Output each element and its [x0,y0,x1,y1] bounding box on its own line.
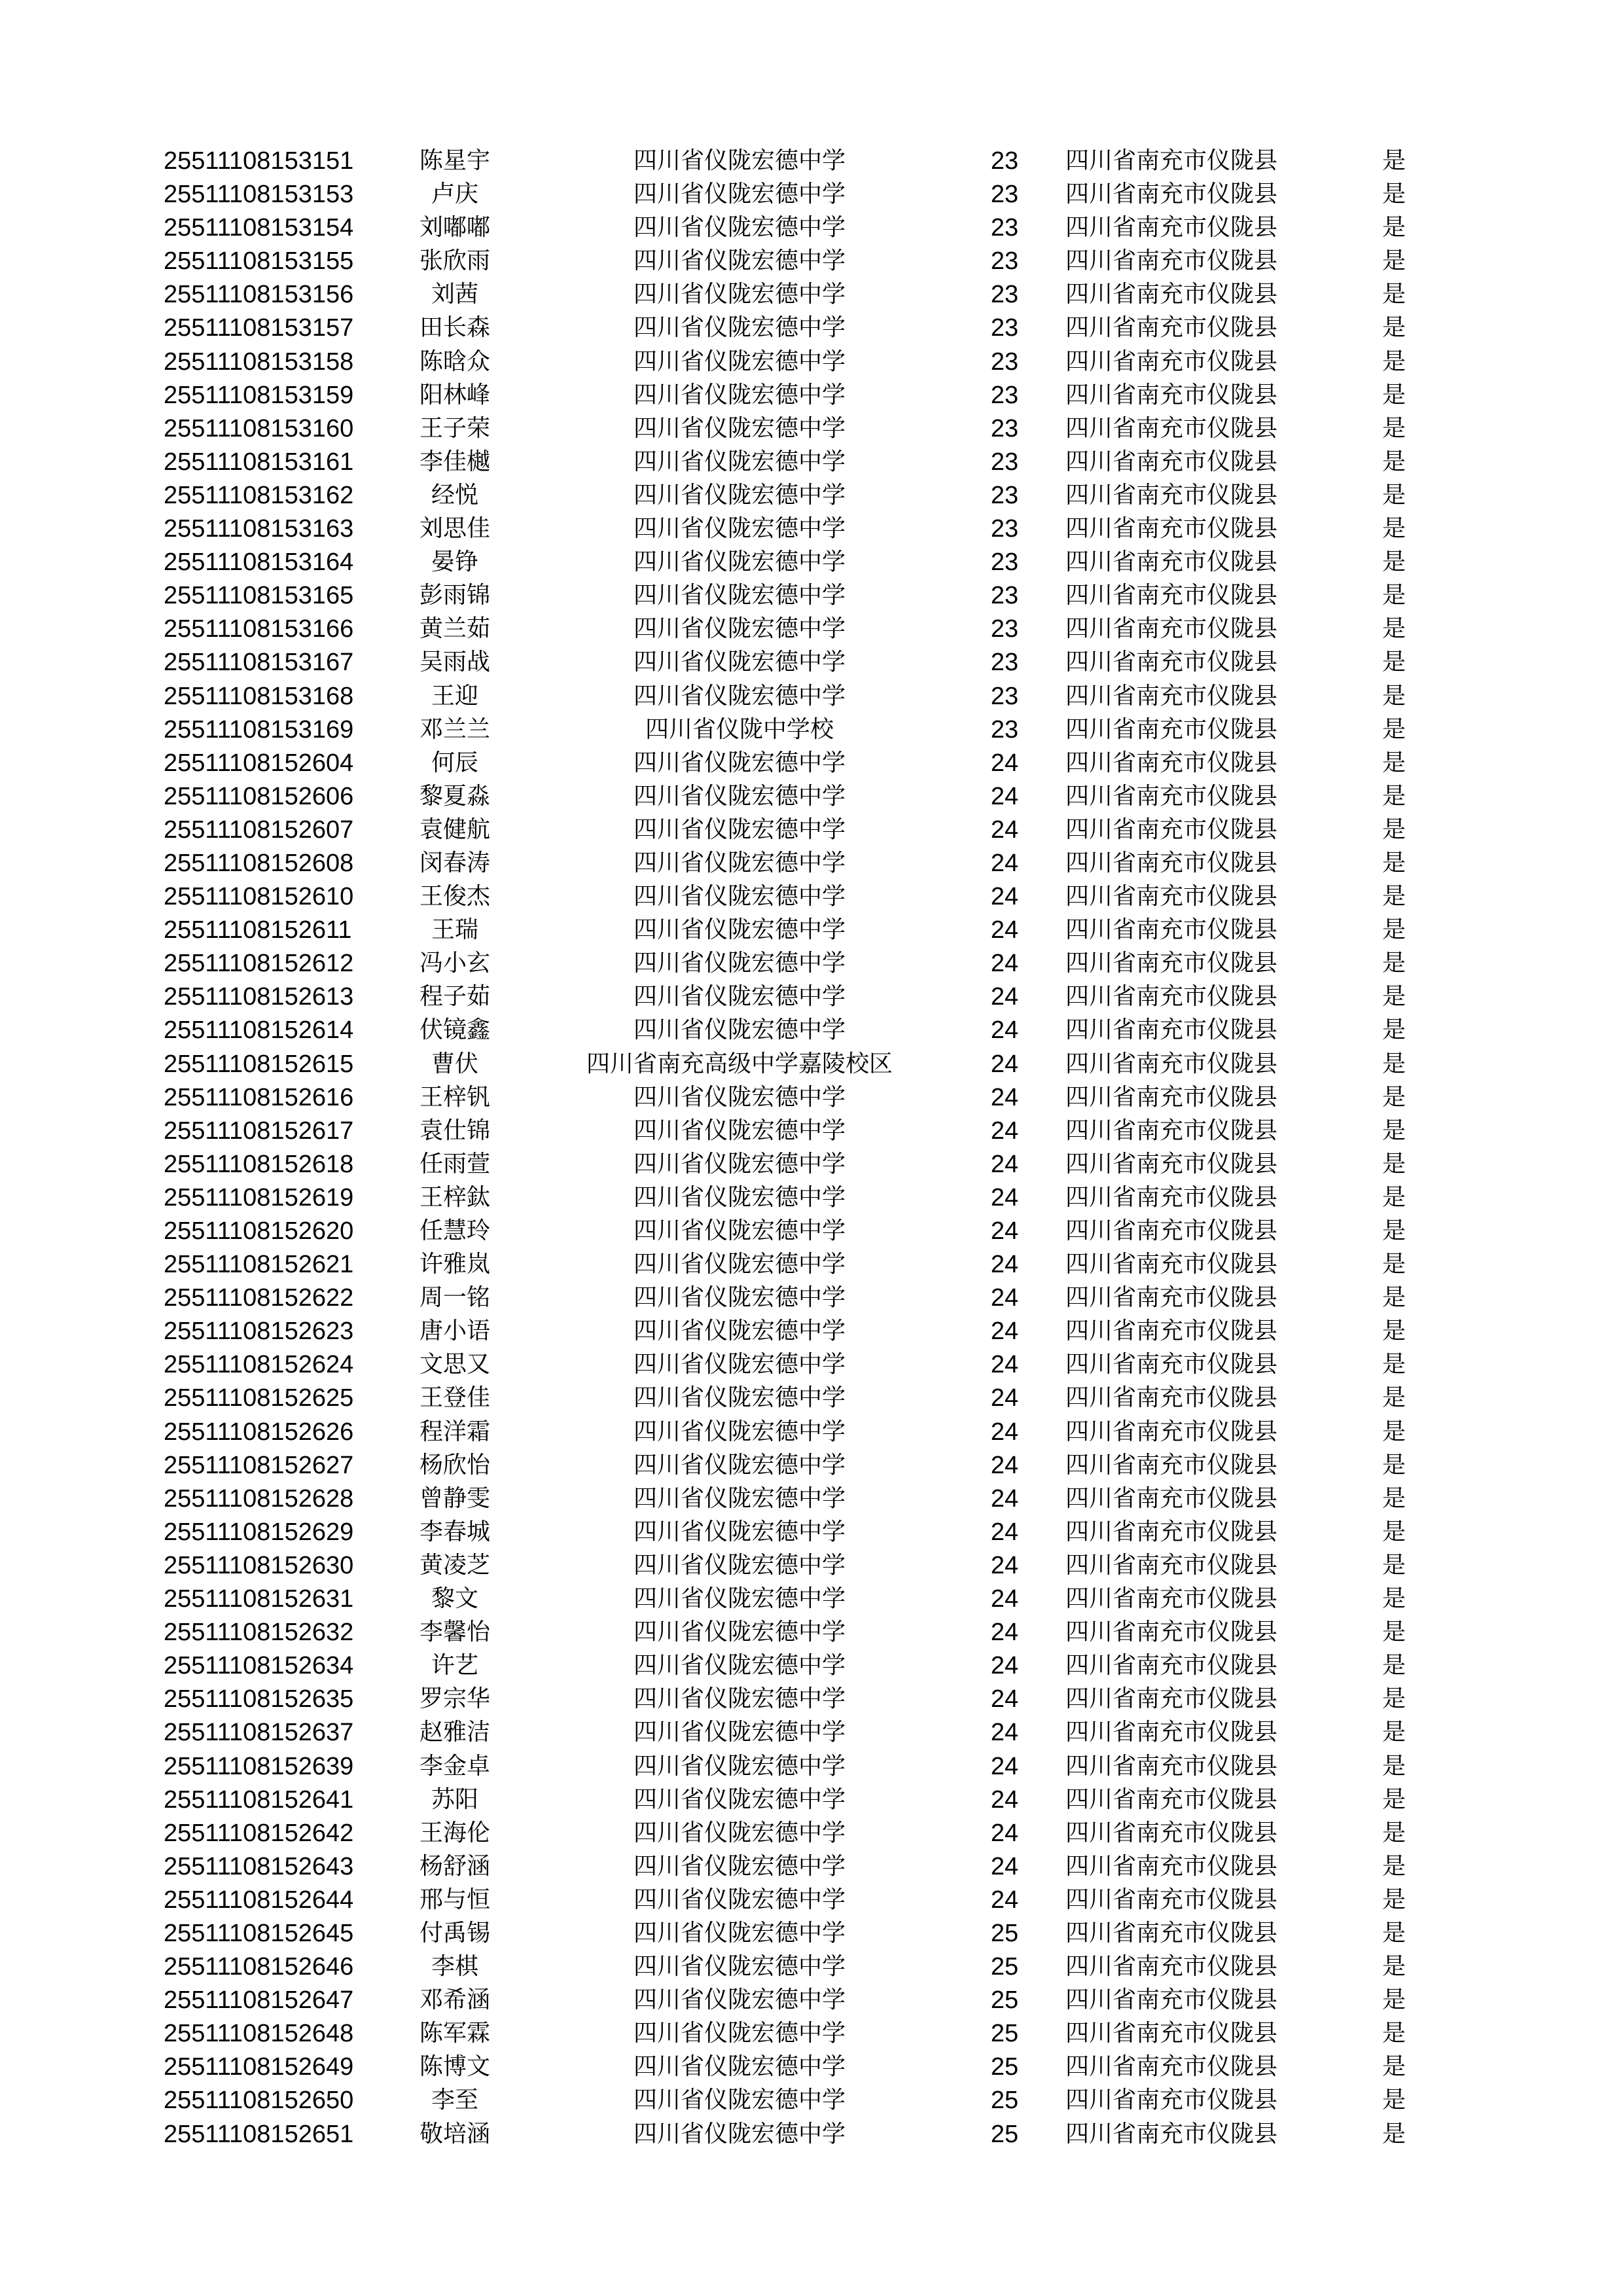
region: 四川省南充市仪陇县 [1065,2020,1278,2047]
eligibility-flag: 是 [1382,1953,1406,1981]
table-row: 25511108152615 曹伏 四川省南充高级中学嘉陵校区 24 四川省南充市仪陇县 是 [164,1050,1406,1078]
table-row: 25511108153168 王迎 四川省仪陇宏德中学 23 四川省南充市仪陇县 是 [164,682,1406,710]
candidate-id: 25511108153153 [164,181,354,209]
table-row: 25511108152641 苏阳 四川省仪陇宏德中学 24 四川省南充市仪陇县 是 [164,1785,1406,1814]
region: 四川省南充市仪陇县 [1065,1785,1278,1813]
table-row: 25511108152635 罗宗华 四川省仪陇宏德中学 24 四川省南充市仪陇县 是 [164,1685,1406,1713]
candidate-id: 25511108152625 [164,1384,354,1412]
eligibility-flag: 是 [1382,1050,1406,1077]
region: 四川省南充市仪陇县 [1065,682,1278,709]
region: 四川省南充市仪陇县 [1065,515,1278,543]
candidate-id: 25511108152642 [164,1819,354,1847]
region: 四川省南充市仪陇县 [1065,1251,1278,1278]
candidate-id: 25511108152619 [164,1183,354,1211]
eligibility-flag: 是 [1382,2087,1406,2114]
candidate-id: 25511108153168 [164,682,354,710]
table-row: 25511108153162 经悦 四川省仪陇宏德中学 23 四川省南充市仪陇县 是 [164,481,1406,509]
region: 四川省南充市仪陇县 [1065,1953,1278,1981]
region: 四川省南充市仪陇县 [1065,247,1278,275]
table-row: 25511108153153 卢庆 四川省仪陇宏德中学 23 四川省南充市仪陇县 是 [164,181,1406,209]
table-row: 25511108152651 敬培涵 四川省仪陇宏德中学 25 四川省南充市仪陇县 是 [164,2120,1406,2148]
table-row: 25511108152634 许艺 四川省仪陇宏德中学 24 四川省南充市仪陇县 是 [164,1652,1406,1680]
eligibility-flag: 是 [1382,1986,1406,2014]
table-row: 25511108152628 曾静雯 四川省仪陇宏德中学 24 四川省南充市仪陇县 是 [164,1484,1406,1513]
candidate-id: 25511108152635 [164,1685,354,1713]
region: 四川省南充市仪陇县 [1065,181,1278,208]
table-row: 25511108152619 王梓鈦 四川省仪陇宏德中学 24 四川省南充市仪陇县 是 [164,1183,1406,1211]
table-row: 25511108152620 任慧玲 四川省仪陇宏德中学 24 四川省南充市仪陇县 是 [164,1217,1406,1245]
region: 四川省南充市仪陇县 [1065,414,1278,442]
candidate-id: 25511108152629 [164,1518,354,1546]
region: 四川省南充市仪陇县 [1065,147,1278,174]
region: 四川省南充市仪陇县 [1065,1284,1278,1312]
eligibility-flag: 是 [1382,1785,1406,1813]
region: 四川省南充市仪陇县 [1065,1451,1278,1479]
roster-table [0,148,1623,2155]
table-row: 25511108152645 付禹锡 四川省仪陇宏德中学 25 四川省南充市仪陇县 是 [164,1919,1406,1947]
table-row: 25511108152626 程洋霜 四川省仪陇宏德中学 24 四川省南充市仪陇县 是 [164,1418,1406,1446]
candidate-id: 25511108153158 [164,348,354,376]
region: 四川省南充市仪陇县 [1065,2087,1278,2114]
region: 四川省南充市仪陇县 [1065,481,1278,509]
candidate-id: 25511108152622 [164,1284,354,1312]
eligibility-flag: 是 [1382,883,1406,910]
table-row: 25511108153156 刘茜 四川省仪陇宏德中学 23 四川省南充市仪陇县 是 [164,281,1406,309]
table-row: 25511108152613 程子茹 四川省仪陇宏德中学 24 四川省南充市仪陇县 是 [164,983,1406,1011]
eligibility-flag: 是 [1382,2053,1406,2081]
region: 四川省南充市仪陇县 [1065,1351,1278,1378]
eligibility-flag: 是 [1382,214,1406,242]
candidate-id: 25511108152627 [164,1451,354,1479]
candidate-id: 25511108152606 [164,782,354,810]
table-row: 25511108152616 王梓钒 四川省仪陇宏德中学 24 四川省南充市仪陇县 是 [164,1083,1406,1111]
candidate-id: 25511108153151 [164,147,354,175]
candidate-id: 25511108152646 [164,1953,354,1981]
table-row: 25511108153157 田长森 四川省仪陇宏德中学 23 四川省南充市仪陇县 是 [164,314,1406,342]
eligibility-flag: 是 [1382,247,1406,275]
eligibility-flag: 是 [1382,1150,1406,1177]
eligibility-flag: 是 [1382,715,1406,743]
candidate-id: 25511108153159 [164,381,354,409]
eligibility-flag: 是 [1382,2020,1406,2047]
candidate-id: 25511108152616 [164,1083,354,1111]
eligibility-flag: 是 [1382,749,1406,776]
candidate-id: 25511108152639 [164,1752,354,1780]
eligibility-flag: 是 [1382,1183,1406,1211]
eligibility-flag: 是 [1382,983,1406,1011]
region: 四川省南充市仪陇县 [1065,1384,1278,1412]
candidate-id: 25511108153160 [164,414,354,442]
eligibility-flag: 是 [1382,481,1406,509]
eligibility-flag: 是 [1382,1585,1406,1613]
table-row: 25511108153160 王子荣 四川省仪陇宏德中学 23 四川省南充市仪陇县 是 [164,414,1406,442]
table-row: 25511108152604 何辰 四川省仪陇宏德中学 24 四川省南充市仪陇县 是 [164,749,1406,777]
eligibility-flag: 是 [1382,2120,1406,2147]
candidate-id: 25511108152617 [164,1117,354,1145]
eligibility-flag: 是 [1382,582,1406,609]
table-row: 25511108153169 邓兰兰 四川省仪陇中学校 23 四川省南充市仪陇县 是 [164,715,1406,744]
eligibility-flag: 是 [1382,649,1406,676]
region: 四川省南充市仪陇县 [1065,1418,1278,1445]
candidate-id: 25511108152623 [164,1318,354,1346]
region: 四川省南充市仪陇县 [1065,782,1278,810]
region: 四川省南充市仪陇县 [1065,314,1278,342]
candidate-id: 25511108152628 [164,1484,354,1513]
eligibility-flag: 是 [1382,548,1406,576]
region: 四川省南充市仪陇县 [1065,1685,1278,1713]
eligibility-flag: 是 [1382,1117,1406,1144]
eligibility-flag: 是 [1382,1852,1406,1880]
candidate-id: 25511108152637 [164,1719,354,1747]
eligibility-flag: 是 [1382,615,1406,643]
candidate-id: 25511108152650 [164,2087,354,2115]
region: 四川省南充市仪陇县 [1065,1719,1278,1746]
table-row: 25511108153154 刘嘟嘟 四川省仪陇宏德中学 23 四川省南充市仪陇县 是 [164,214,1406,242]
eligibility-flag: 是 [1382,381,1406,408]
region: 四川省南充市仪陇县 [1065,749,1278,776]
eligibility-flag: 是 [1382,281,1406,308]
candidate-id: 25511108152604 [164,749,354,777]
region: 四川省南充市仪陇县 [1065,849,1278,876]
table-row: 25511108152643 杨舒涵 四川省仪陇宏德中学 24 四川省南充市仪陇县 是 [164,1852,1406,1880]
region: 四川省南充市仪陇县 [1065,615,1278,643]
region: 四川省南充市仪陇县 [1065,1585,1278,1613]
region: 四川省南充市仪陇县 [1065,1886,1278,1913]
table-row: 25511108153167 吴雨战 四川省仪陇宏德中学 23 四川省南充市仪陇县 是 [164,649,1406,677]
table-row: 25511108152649 陈博文 四川省仪陇宏德中学 25 四川省南充市仪陇县 是 [164,2053,1406,2081]
eligibility-flag: 是 [1382,348,1406,375]
region: 四川省南充市仪陇县 [1065,1919,1278,1946]
table-row: 25511108152642 王海伦 四川省仪陇宏德中学 24 四川省南充市仪陇县 是 [164,1819,1406,1847]
region: 四川省南充市仪陇县 [1065,1986,1278,2014]
table-row: 25511108152629 李春城 四川省仪陇宏德中学 24 四川省南充市仪陇县 是 [164,1518,1406,1546]
table-row: 25511108153155 张欣雨 四川省仪陇宏德中学 23 四川省南充市仪陇县 是 [164,247,1406,276]
region: 四川省南充市仪陇县 [1065,582,1278,609]
eligibility-flag: 是 [1382,414,1406,442]
table-row: 25511108152614 伏镜鑫 四川省仪陇宏德中学 24 四川省南充市仪陇县 是 [164,1016,1406,1045]
candidate-id: 25511108152643 [164,1852,354,1880]
region: 四川省南充市仪陇县 [1065,1016,1278,1044]
region: 四川省南充市仪陇县 [1065,983,1278,1011]
eligibility-flag: 是 [1382,1518,1406,1545]
candidate-id: 25511108152631 [164,1585,354,1613]
region: 四川省南充市仪陇县 [1065,1551,1278,1579]
candidate-id: 25511108153165 [164,582,354,610]
eligibility-flag: 是 [1382,1886,1406,1913]
table-row: 25511108152621 许雅岚 四川省仪陇宏德中学 24 四川省南充市仪陇县 是 [164,1251,1406,1279]
eligibility-flag: 是 [1382,1819,1406,1846]
eligibility-flag: 是 [1382,1351,1406,1378]
eligibility-flag: 是 [1382,782,1406,810]
table-row: 25511108152646 李棋 四川省仪陇宏德中学 25 四川省南充市仪陇县 是 [164,1953,1406,1981]
eligibility-flag: 是 [1382,1484,1406,1512]
candidate-id: 25511108153164 [164,548,354,577]
region: 四川省南充市仪陇县 [1065,214,1278,242]
eligibility-flag: 是 [1382,1719,1406,1746]
region: 四川省南充市仪陇县 [1065,348,1278,375]
candidate-id: 25511108152644 [164,1886,354,1914]
table-row: 25511108152624 文思又 四川省仪陇宏德中学 24 四川省南充市仪陇县 是 [164,1351,1406,1379]
candidate-id: 25511108152651 [164,2120,354,2148]
candidate-id: 25511108152611 [164,916,352,944]
candidate-id: 25511108153161 [164,448,354,476]
table-row: 25511108152618 任雨萱 四川省仪陇宏德中学 24 四川省南充市仪陇县 是 [164,1150,1406,1178]
eligibility-flag: 是 [1382,1284,1406,1312]
table-row: 25511108152632 李馨怡 四川省仪陇宏德中学 24 四川省南充市仪陇县 是 [164,1619,1406,1647]
region: 四川省南充市仪陇县 [1065,715,1278,743]
table-row: 25511108152650 李至 四川省仪陇宏德中学 25 四川省南充市仪陇县 是 [164,2087,1406,2115]
table-row: 25511108152625 王登佳 四川省仪陇宏德中学 24 四川省南充市仪陇县 是 [164,1384,1406,1412]
region: 四川省南充市仪陇县 [1065,1484,1278,1512]
table-row: 25511108152627 杨欣怡 四川省仪陇宏德中学 24 四川省南充市仪陇县 是 [164,1451,1406,1479]
region: 四川省南充市仪陇县 [1065,916,1278,944]
candidate-id: 25511108152624 [164,1351,354,1379]
eligibility-flag: 是 [1382,1217,1406,1244]
eligibility-flag: 是 [1382,816,1406,843]
table-row: 25511108153163 刘思佳 四川省仪陇宏德中学 23 四川省南充市仪陇县 是 [164,515,1406,543]
table-row: 25511108152647 邓希涵 四川省仪陇宏德中学 25 四川省南充市仪陇县 是 [164,1986,1406,2015]
table-row: 25511108152648 陈军霖 四川省仪陇宏德中学 25 四川省南充市仪陇县 是 [164,2020,1406,2048]
candidate-id: 25511108152613 [164,983,354,1011]
eligibility-flag: 是 [1382,849,1406,876]
candidate-id: 25511108153169 [164,715,354,744]
region: 四川省南充市仪陇县 [1065,1050,1278,1077]
candidate-id: 25511108152641 [164,1785,354,1814]
table-row: 25511108153161 李佳樾 四川省仪陇宏德中学 23 四川省南充市仪陇县 是 [164,448,1406,476]
region: 四川省南充市仪陇县 [1065,1819,1278,1846]
table-row: 25511108152611 王瑞 四川省仪陇宏德中学 24 四川省南充市仪陇县 是 [164,916,1406,944]
eligibility-flag: 是 [1382,1016,1406,1044]
candidate-id: 25511108152648 [164,2020,354,2048]
region: 四川省南充市仪陇县 [1065,381,1278,408]
region: 四川省南充市仪陇县 [1065,1217,1278,1244]
region: 四川省南充市仪陇县 [1065,1183,1278,1211]
candidate-id: 25511108152610 [164,883,354,911]
table-row: 25511108153165 彭雨锦 四川省仪陇宏德中学 23 四川省南充市仪陇县 是 [164,582,1406,610]
table-row: 25511108152622 周一铭 四川省仪陇宏德中学 24 四川省南充市仪陇县 是 [164,1284,1406,1312]
table-row: 25511108153159 阳林峰 四川省仪陇宏德中学 23 四川省南充市仪陇县 是 [164,381,1406,409]
eligibility-flag: 是 [1382,1619,1406,1646]
candidate-id: 25511108153166 [164,615,354,643]
eligibility-flag: 是 [1382,916,1406,944]
table-row: 25511108152617 袁仕锦 四川省仪陇宏德中学 24 四川省南充市仪陇县 是 [164,1117,1406,1145]
table-row: 25511108152630 黄凌芝 四川省仪陇宏德中学 24 四川省南充市仪陇县 是 [164,1551,1406,1579]
region: 四川省南充市仪陇县 [1065,1117,1278,1144]
eligibility-flag: 是 [1382,950,1406,977]
eligibility-flag: 是 [1382,1919,1406,1946]
table-row: 25511108152606 黎夏淼 四川省仪陇宏德中学 24 四川省南充市仪陇县 是 [164,782,1406,810]
table-row: 25511108152637 赵雅洁 四川省仪陇宏德中学 24 四川省南充市仪陇县 是 [164,1719,1406,1747]
region: 四川省南充市仪陇县 [1065,448,1278,475]
region: 四川省南充市仪陇县 [1065,1752,1278,1780]
region: 四川省南充市仪陇县 [1065,1150,1278,1177]
table-row: 25511108152631 黎文 四川省仪陇宏德中学 24 四川省南充市仪陇县 是 [164,1585,1406,1613]
table-row: 25511108152644 邢与恒 四川省仪陇宏德中学 24 四川省南充市仪陇县 是 [164,1886,1406,1914]
table-row: 25511108152639 李金卓 四川省仪陇宏德中学 24 四川省南充市仪陇县 是 [164,1752,1406,1780]
eligibility-flag: 是 [1382,1251,1406,1278]
candidate-id: 25511108152614 [164,1016,354,1045]
region: 四川省南充市仪陇县 [1065,1083,1278,1111]
eligibility-flag: 是 [1382,1083,1406,1111]
eligibility-flag: 是 [1382,448,1406,475]
table-row: 25511108152612 冯小玄 四川省仪陇宏德中学 24 四川省南充市仪陇县 是 [164,950,1406,978]
region: 四川省南充市仪陇县 [1065,2120,1278,2147]
candidate-id: 25511108153156 [164,281,354,309]
candidate-id: 25511108152607 [164,816,354,844]
region: 四川省南充市仪陇县 [1065,548,1278,576]
region: 四川省南充市仪陇县 [1065,649,1278,676]
eligibility-flag: 是 [1382,314,1406,342]
candidate-id: 25511108152645 [164,1919,354,1947]
table-row: 25511108152607 袁健航 四川省仪陇宏德中学 24 四川省南充市仪陇县 是 [164,816,1406,844]
region: 四川省南充市仪陇县 [1065,1652,1278,1679]
region: 四川省南充市仪陇县 [1065,2053,1278,2081]
eligibility-flag: 是 [1382,515,1406,543]
eligibility-flag: 是 [1382,181,1406,208]
eligibility-flag: 是 [1382,1451,1406,1479]
candidate-id: 25511108152615 [164,1050,354,1078]
candidate-id: 25511108153163 [164,515,354,543]
candidate-id: 25511108152630 [164,1551,354,1579]
eligibility-flag: 是 [1382,1318,1406,1345]
candidate-id: 25511108152620 [164,1217,354,1245]
region: 四川省南充市仪陇县 [1065,281,1278,308]
candidate-id: 25511108153167 [164,649,354,677]
table-row: 25511108152610 王俊杰 四川省仪陇宏德中学 24 四川省南充市仪陇县 是 [164,883,1406,911]
region: 四川省南充市仪陇县 [1065,816,1278,843]
eligibility-flag: 是 [1382,682,1406,709]
eligibility-flag: 是 [1382,1652,1406,1679]
candidate-id: 25511108153154 [164,214,354,242]
candidate-id: 25511108152612 [164,950,354,978]
eligibility-flag: 是 [1382,1551,1406,1579]
eligibility-flag: 是 [1382,1418,1406,1445]
candidate-id: 25511108152626 [164,1418,354,1446]
region: 四川省南充市仪陇县 [1065,950,1278,977]
candidate-id: 25511108152649 [164,2053,354,2081]
table-row: 25511108153151 陈星宇 四川省仪陇宏德中学 23 四川省南充市仪陇县 是 [164,147,1406,175]
region: 四川省南充市仪陇县 [1065,1318,1278,1345]
region: 四川省南充市仪陇县 [1065,883,1278,910]
eligibility-flag: 是 [1382,1384,1406,1412]
eligibility-flag: 是 [1382,1685,1406,1713]
region: 四川省南充市仪陇县 [1065,1518,1278,1545]
candidate-id: 25511108152618 [164,1150,354,1178]
table-row: 25511108153164 晏铮 四川省仪陇宏德中学 23 四川省南充市仪陇县 是 [164,548,1406,577]
candidate-id: 25511108153157 [164,314,354,342]
candidate-id: 25511108153155 [164,247,354,276]
candidate-id: 25511108152647 [164,1986,354,2015]
candidate-id: 25511108152634 [164,1652,354,1680]
table-row: 25511108152623 唐小语 四川省仪陇宏德中学 24 四川省南充市仪陇县 是 [164,1318,1406,1346]
candidate-id: 25511108152621 [164,1251,354,1279]
table-row: 25511108152608 闵春涛 四川省仪陇宏德中学 24 四川省南充市仪陇县 是 [164,849,1406,877]
table-row: 25511108153158 陈晗众 四川省仪陇宏德中学 23 四川省南充市仪陇县 是 [164,348,1406,376]
eligibility-flag: 是 [1382,1752,1406,1780]
candidate-id: 25511108152608 [164,849,354,877]
region: 四川省南充市仪陇县 [1065,1619,1278,1646]
eligibility-flag: 是 [1382,147,1406,174]
candidate-id: 25511108153162 [164,481,354,509]
table-row: 25511108153166 黄兰茹 四川省仪陇宏德中学 23 四川省南充市仪陇县 是 [164,615,1406,643]
region: 四川省南充市仪陇县 [1065,1852,1278,1880]
candidate-id: 25511108152632 [164,1619,354,1647]
